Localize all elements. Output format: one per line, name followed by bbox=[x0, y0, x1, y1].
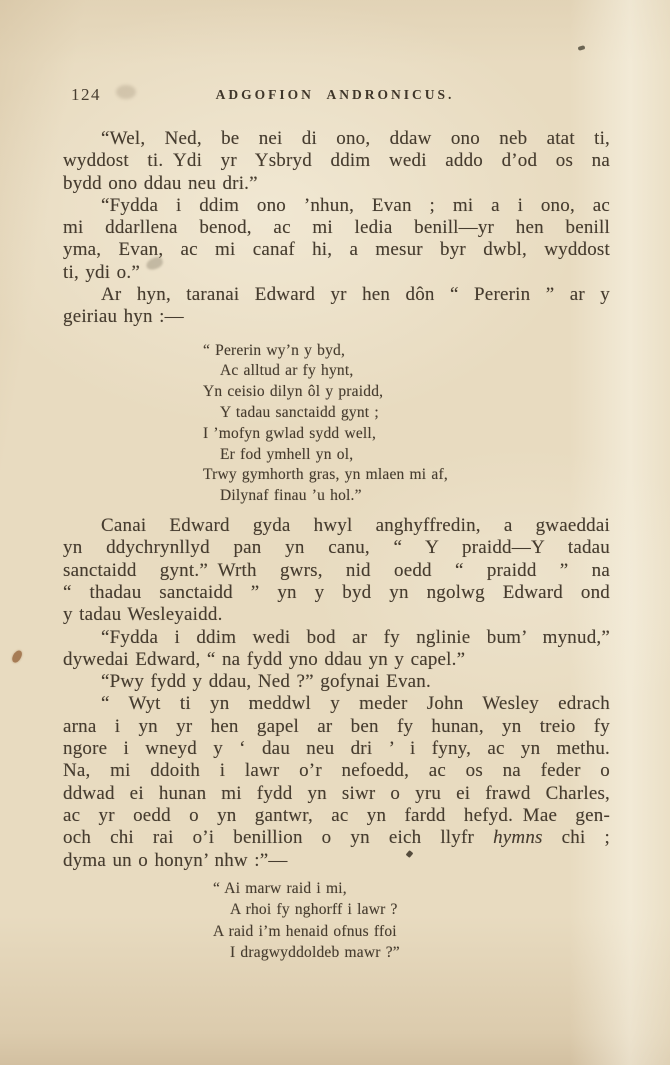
verse-line: Ac alltud ar fy hynt, bbox=[220, 362, 354, 380]
paragraph bbox=[63, 671, 610, 693]
text-line: “Pwy fydd y ddau, Ned ?” gofynai Evan. bbox=[101, 671, 431, 693]
verse-block bbox=[213, 878, 610, 964]
verse-line: Yn ceisio dilyn ôl y praidd, bbox=[203, 383, 384, 401]
paragraph bbox=[63, 284, 610, 329]
paragraph bbox=[63, 195, 610, 284]
text-line: Canai Edward gyda hwyl anghyffredin, a gwaeddai bbox=[101, 515, 610, 537]
text-line: ngore i wneyd y ‘ dau neu dri ’ i fyny, ac yn methu. bbox=[63, 738, 610, 760]
text-line: arna i yn yr hen gapel ar ben fy hunan, yn treio fy bbox=[63, 715, 610, 737]
paper-stain bbox=[11, 649, 24, 664]
text-line: ti, ydi o.” bbox=[63, 261, 140, 283]
text-line: yn ddychrynllyd pan yn canu, “ Y praidd—Y tadau bbox=[63, 537, 610, 559]
verse-line: Trwy gymhorth gras, yn mlaen mi af, bbox=[203, 466, 448, 484]
paragraph bbox=[63, 693, 610, 871]
verse-line: “ Pererin wy’n y byd, bbox=[203, 341, 346, 359]
verse-line: I ’mofyn gwlad sydd well, bbox=[203, 424, 377, 442]
paragraph bbox=[63, 515, 610, 626]
text-line: Na, mi ddoith i lawr o’r nefoedd, ac os na feder o bbox=[63, 760, 610, 782]
text-line: mi ddarllena benod, ac mi ledia benill—yr hen benill bbox=[63, 217, 610, 239]
italic-word: hymns bbox=[493, 827, 543, 849]
text-line: ddwad ei hunan mi fydd yn siwr o yru ei frawd Charles, bbox=[63, 782, 610, 804]
verse-line: A rhoi fy nghorff i lawr ? bbox=[230, 901, 398, 919]
text-line: “ Wyt ti yn meddwl y meder John Wesley edrach bbox=[101, 693, 610, 715]
verse-line: Dilynaf finau ’u hol.” bbox=[220, 487, 362, 505]
text-segment: chi ; bbox=[542, 827, 610, 849]
ink-speck bbox=[578, 45, 586, 51]
text-line: ac yr oedd o yn gantwr, ac yn fardd hefyd. Mae gen- bbox=[63, 804, 610, 826]
text-line: Ar hyn, taranai Edward yr hen dôn “ Pererin ” ar y bbox=[101, 284, 610, 306]
text-line: sanctaidd gynt.” Wrth gwrs, nid oedd “ praidd ” na bbox=[63, 559, 610, 581]
text-line: wyddost ti. Ydi yr Ysbryd ddim wedi addo d’od os na bbox=[63, 150, 610, 172]
text-line: geiriau hyn :— bbox=[63, 306, 184, 328]
text-line: “Fydda i ddim wedi bod ar fy nglinie bum’ mynud,” bbox=[101, 626, 610, 648]
page-header bbox=[0, 85, 670, 105]
text-line: yma, Evan, ac mi canaf hi, a mesur byr dwbl, wyddost bbox=[63, 239, 610, 261]
paragraph bbox=[63, 627, 610, 672]
verse-line: “ Ai marw raid i mi, bbox=[213, 879, 347, 897]
running-title: ADGOFION ANDRONICUS. bbox=[215, 87, 455, 102]
text-line: “Wel, Ned, be nei di ono, ddaw ono neb atat ti, bbox=[101, 128, 610, 149]
text-body bbox=[63, 128, 610, 964]
text-line: dyma un o honyn’ nhw :”— bbox=[63, 849, 288, 871]
text-line bbox=[63, 827, 610, 849]
text-line: “Fydda i ddim ono ’nhun, Evan ; mi a i ono, ac bbox=[101, 194, 610, 216]
text-line: dywedai Edward, “ na fydd yno ddau yn y capel.” bbox=[63, 648, 466, 670]
verse-line: Er fod ymhell yn ol, bbox=[220, 445, 354, 463]
text-line: y tadau Wesleyaidd. bbox=[63, 604, 223, 626]
page-number: 124 bbox=[71, 85, 101, 104]
verse-line: A raid i’m henaid ofnus ffoi bbox=[213, 922, 397, 940]
text-segment: och chi rai o’i benillion o yn eich llyfr bbox=[63, 827, 494, 849]
text-line: bydd ono ddau neu dri.” bbox=[63, 172, 258, 194]
paragraph bbox=[63, 128, 610, 195]
verse-line: Y tadau sanctaidd gynt ; bbox=[220, 404, 379, 422]
verse-block bbox=[203, 341, 610, 507]
text-line: “ thadau sanctaidd ” yn y byd yn ngolwg Edward ond bbox=[63, 581, 610, 603]
verse-line: I dragwyddoldeb mawr ?” bbox=[230, 944, 400, 962]
